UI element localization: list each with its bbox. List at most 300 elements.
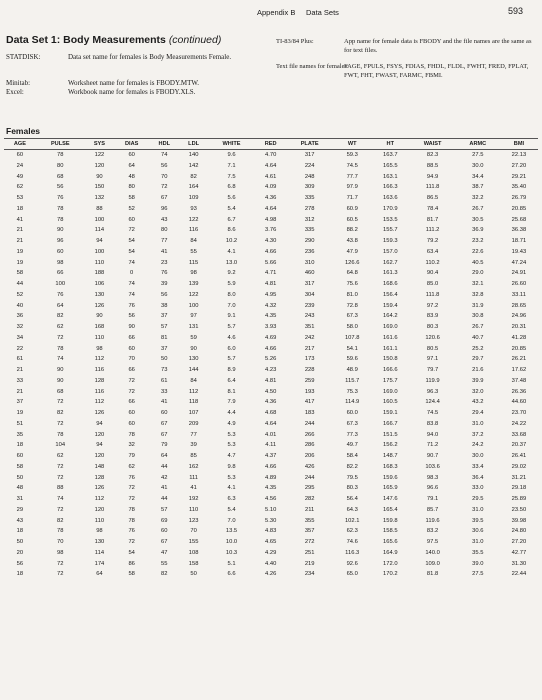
table-cell: 102.1	[344, 517, 360, 524]
table-cell: 4.66	[265, 463, 277, 470]
table-cell: 114	[94, 227, 105, 234]
table-cell: 32.0	[472, 388, 484, 395]
table-cell: 30.0	[472, 162, 484, 169]
table-cell: 5.6	[227, 195, 236, 201]
table-cell: 53	[16, 195, 24, 201]
table-cell: 41.28	[511, 334, 527, 341]
table-cell: 81.8	[426, 571, 439, 578]
table-cell: 58	[16, 463, 24, 470]
table-cell: 25.89	[511, 496, 527, 502]
table-cell: 78	[57, 431, 64, 438]
table-cell: 70	[161, 173, 168, 180]
table-cell: 64	[96, 571, 103, 578]
table-cell: 24.80	[511, 528, 527, 535]
table-cell: 78	[57, 205, 64, 212]
table-cell: 426	[304, 463, 315, 470]
table-cell: 52	[128, 205, 135, 212]
table-cell: 304	[304, 291, 315, 298]
table-cell: 33	[16, 377, 24, 384]
table-cell: 25.2	[472, 345, 484, 352]
table-cell: 123	[188, 517, 199, 524]
table-cell: 35	[16, 431, 24, 438]
table-cell: 4.81	[265, 281, 277, 287]
table-cell: 140	[188, 152, 199, 158]
table-cell: 20.37	[511, 442, 527, 449]
table-row	[4, 526, 538, 537]
table-cell: 63.4	[426, 248, 439, 255]
table-cell: 4.65	[265, 539, 277, 545]
table-cell: 6.0	[227, 345, 236, 352]
table-cell: 282	[304, 496, 315, 502]
table-body	[4, 150, 538, 581]
column-header: HT	[371, 139, 409, 150]
table-cell: 130	[94, 291, 105, 298]
table-cell: 295	[304, 485, 315, 492]
table-cell: 50	[190, 571, 197, 578]
table-cell: 50	[161, 356, 168, 363]
table-cell: 20.85	[511, 345, 527, 352]
table-cell: 48.9	[346, 367, 358, 373]
table-cell: 110	[94, 334, 105, 341]
table-cell: 50	[16, 539, 24, 545]
table-cell: 4.36	[265, 195, 277, 201]
table-cell: 56	[128, 313, 135, 320]
table-cell: 82.3	[426, 152, 439, 158]
table-cell: 67	[161, 431, 168, 438]
table-row	[4, 505, 538, 516]
table-cell: 78	[57, 216, 64, 223]
table-header-row	[4, 139, 538, 150]
table-row	[4, 150, 538, 161]
table-cell: 59.3	[346, 152, 358, 158]
table-cell: 43	[161, 216, 168, 223]
table-cell: 78	[128, 506, 135, 513]
table-cell: 88	[57, 485, 64, 492]
table-cell: 23	[161, 259, 168, 266]
table-cell: 80	[57, 162, 64, 169]
table-cell: 4.1	[227, 485, 236, 492]
table-cell: 29.7	[472, 356, 484, 363]
table-cell: 67.3	[346, 420, 358, 427]
table-cell: 4.83	[265, 528, 277, 535]
table-cell: 60	[16, 152, 24, 158]
table-cell: 13.0	[225, 259, 238, 266]
table-cell: 72	[57, 463, 64, 470]
table-cell: 10.0	[225, 539, 238, 545]
table-cell: 74	[128, 281, 135, 287]
table-cell: 8.0	[227, 291, 236, 298]
table-cell: 460	[304, 270, 315, 277]
table-cell: 94	[96, 442, 103, 449]
table-cell: 86.5	[426, 195, 439, 201]
table-cell: 8.6	[227, 227, 236, 234]
table-cell: 36.9	[472, 227, 484, 234]
table-cell: 96.6	[426, 485, 439, 492]
table-cell: 158.5	[383, 528, 398, 535]
table-cell: 4.01	[265, 431, 277, 438]
table-cell: 228	[304, 367, 315, 373]
table-cell: 64	[161, 453, 168, 459]
table-row	[4, 376, 538, 387]
table-cell: 30.5	[472, 216, 484, 223]
table-cell: 163.6	[383, 195, 398, 201]
table-row	[4, 494, 538, 505]
table-cell: 83.9	[426, 313, 439, 320]
table-cell: 72	[128, 485, 135, 492]
table-cell: 111.8	[425, 291, 440, 298]
column-header: PLATE	[286, 139, 333, 150]
table-cell: 49	[16, 173, 24, 180]
table-cell: 211	[305, 506, 315, 513]
table-cell: 118	[188, 399, 199, 406]
table-cell: 72	[57, 474, 64, 481]
table-cell: 192	[188, 496, 199, 502]
table-row	[4, 548, 538, 559]
table-cell: 417	[304, 399, 315, 406]
table-cell: 60.9	[346, 205, 358, 212]
table-cell: 28.65	[511, 302, 527, 309]
table-cell: 37.2	[472, 431, 484, 438]
textfiles-label: Text file names for females:	[276, 63, 349, 70]
table-cell: 6.6	[227, 571, 236, 578]
table-cell: 106	[94, 281, 105, 287]
table-cell: 94.0	[426, 431, 439, 438]
table-cell: 170.9	[383, 205, 398, 212]
table-cell: 7.5	[227, 173, 236, 180]
table-cell: 109.0	[425, 560, 440, 567]
table-cell: 37	[16, 399, 24, 406]
table-cell: 80	[128, 184, 135, 191]
table-cell: 82	[57, 313, 64, 320]
table-cell: 27.5	[472, 571, 484, 578]
table-cell: 57	[161, 506, 168, 513]
table-cell: 35.40	[511, 184, 527, 191]
table-cell: 90	[96, 313, 103, 320]
table-cell: 88	[96, 205, 103, 212]
table-cell: 312	[304, 216, 315, 223]
table-cell: 159.4	[383, 302, 398, 309]
table-cell: 20.85	[511, 205, 527, 212]
table-cell: 76	[128, 474, 135, 481]
table-cell: 29.5	[472, 496, 484, 502]
table-cell: 37	[161, 313, 168, 320]
table-cell: 71.2	[426, 442, 439, 449]
table-cell: 4.64	[265, 205, 277, 212]
table-cell: 56	[16, 560, 24, 567]
column-header: BMI	[500, 139, 538, 150]
table-row	[4, 268, 538, 279]
table-cell: 4.35	[265, 485, 277, 492]
table-cell: 55	[161, 560, 168, 567]
table-cell: 7.0	[227, 302, 236, 309]
table-cell: 33.4	[472, 463, 484, 470]
table-cell: 173	[304, 356, 315, 363]
table-cell: 193	[304, 388, 315, 395]
table-cell: 23.70	[511, 410, 527, 416]
table-cell: 90.4	[426, 270, 439, 277]
table-cell: 148.7	[383, 453, 398, 459]
table-cell: 31	[16, 496, 24, 502]
table-cell: 77.7	[346, 173, 358, 180]
table-cell: 90	[57, 367, 64, 373]
table-cell: 217	[304, 345, 315, 352]
table-cell: 5.66	[265, 259, 277, 266]
excel-text: Workbook name for females is FBODY.XLS.	[68, 88, 196, 96]
table-cell: 155	[188, 539, 199, 545]
table-cell: 5.3	[227, 431, 236, 438]
table-cell: 165.5	[383, 162, 398, 169]
table-cell: 4.11	[265, 442, 277, 449]
table-cell: 22.44	[511, 571, 527, 578]
table-cell: 90	[128, 324, 135, 330]
table-row	[4, 172, 538, 183]
table-cell: 4.09	[265, 184, 277, 191]
table-cell: 4.9	[227, 420, 236, 427]
table-cell: 64	[128, 162, 135, 169]
table-cell: 100	[94, 248, 105, 255]
statdisk-label: STATDISK:	[6, 53, 41, 61]
table-cell: 82	[190, 173, 197, 180]
table-cell: 64	[57, 302, 64, 309]
table-cell: 116	[94, 367, 105, 373]
table-cell: 21	[16, 227, 24, 234]
table-cell: 150.8	[383, 356, 398, 363]
table-cell: 72	[57, 420, 64, 427]
table-cell: 58.4	[346, 453, 358, 459]
table-cell: 4.6	[227, 334, 236, 341]
table-cell: 60.0	[346, 410, 358, 416]
table-cell: 40	[16, 302, 24, 309]
table-cell: 66	[128, 399, 135, 406]
table-cell: 6.3	[227, 496, 236, 502]
table-cell: 88.2	[346, 227, 358, 234]
table-cell: 94	[96, 420, 103, 427]
table-cell: 4.69	[265, 334, 277, 341]
table-cell: 19	[16, 410, 24, 416]
table-cell: 27.20	[511, 162, 527, 169]
table-cell: 90	[96, 173, 103, 180]
table-row	[4, 301, 538, 312]
table-cell: 4.64	[265, 162, 277, 169]
table-row	[4, 537, 538, 548]
table-cell: 29.4	[472, 410, 484, 416]
table-cell: 33	[161, 388, 168, 395]
table-cell: 39.5	[472, 517, 484, 524]
table-cell: 140.0	[425, 549, 440, 556]
table-cell: 5.9	[227, 281, 236, 287]
table-cell: 3.93	[265, 324, 277, 330]
table-cell: 172.0	[383, 560, 398, 567]
table-cell: 22.13	[511, 152, 527, 158]
ti-text: App name for female data is FBODY and the file names are the same as for text files.	[344, 38, 532, 54]
table-cell: 8.1	[227, 388, 236, 395]
table-cell: 98	[57, 549, 64, 556]
table-cell: 110	[94, 259, 105, 266]
table-cell: 20	[16, 549, 24, 556]
table-cell: 166.3	[383, 184, 398, 191]
table-cell: 60	[128, 345, 135, 352]
table-cell: 65.0	[346, 571, 358, 578]
table-cell: 30.0	[472, 453, 484, 459]
table-cell: 29.02	[511, 463, 527, 470]
table-cell: 30.6	[472, 528, 484, 535]
table-cell: 109	[188, 195, 199, 201]
females-data-table	[4, 138, 538, 580]
table-cell: 4.61	[265, 173, 277, 180]
table-row	[4, 322, 538, 333]
table-cell: 309	[304, 184, 315, 191]
table-row	[4, 559, 538, 570]
table-cell: 50	[16, 474, 24, 481]
table-cell: 161.3	[383, 270, 398, 277]
table-row	[4, 419, 538, 430]
table-cell: 80.3	[426, 324, 439, 330]
table-cell: 5.7	[227, 324, 236, 330]
table-cell: 94.9	[426, 173, 439, 180]
table-cell: 31.0	[472, 506, 484, 513]
table-cell: 131	[188, 324, 199, 330]
table-cell: 111.8	[425, 184, 440, 191]
table-cell: 26.7	[472, 324, 484, 330]
column-header: HDL	[149, 139, 179, 150]
table-cell: 22	[16, 345, 24, 352]
table-cell: 159.6	[383, 474, 398, 481]
column-header: WT	[333, 139, 371, 150]
title-sub: (continued)	[168, 34, 222, 46]
table-cell: 5.1	[227, 560, 236, 567]
table-cell: 72	[128, 227, 135, 234]
table-cell: 84	[190, 238, 197, 244]
table-cell: 7.1	[227, 162, 236, 169]
table-cell: 161.1	[383, 345, 398, 352]
table-cell: 61	[161, 377, 168, 384]
females-heading: Females	[6, 126, 41, 136]
table-cell: 40.7	[472, 334, 484, 341]
table-cell: 163.1	[383, 173, 398, 180]
table-cell: 58	[16, 270, 24, 277]
table-cell: 162	[188, 463, 199, 470]
table-cell: 124.4	[425, 399, 440, 406]
table-cell: 44.60	[511, 399, 527, 406]
table-cell: 150	[94, 184, 105, 191]
table-cell: 317	[304, 281, 315, 287]
table-cell: 36.4	[472, 474, 484, 481]
table-cell: 278	[304, 205, 315, 212]
table-cell: 120	[94, 431, 105, 438]
table-cell: 60	[16, 453, 24, 459]
table-cell: 4.98	[265, 216, 277, 223]
table-cell: 251	[304, 549, 315, 556]
table-cell: 59.6	[346, 356, 358, 363]
table-cell: 67.3	[346, 313, 358, 320]
table-cell: 36	[16, 313, 24, 320]
table-cell: 97.2	[426, 302, 439, 309]
table-cell: 44	[161, 463, 168, 470]
table-cell: 26.60	[511, 281, 527, 287]
table-cell: 72	[128, 388, 135, 395]
table-cell: 122	[188, 216, 199, 223]
table-cell: 239	[304, 302, 315, 309]
table-row	[4, 333, 538, 344]
table-cell: 164.9	[383, 549, 398, 556]
table-cell: 26.7	[472, 205, 484, 212]
table-cell: 83.8	[426, 420, 439, 427]
table-row	[4, 161, 538, 172]
table-cell: 128	[94, 377, 105, 384]
table-cell: 70	[57, 539, 64, 545]
table-cell: 56	[161, 162, 168, 169]
table-cell: 4.89	[265, 474, 277, 481]
table-cell: 48	[16, 485, 24, 492]
table-cell: 78	[128, 431, 135, 438]
table-cell: 4.29	[265, 549, 277, 556]
table-cell: 234	[304, 571, 315, 578]
table-cell: 78	[57, 152, 64, 158]
table-cell: 79.2	[426, 238, 439, 244]
table-cell: 111.2	[425, 227, 440, 234]
table-cell: 114.9	[345, 399, 360, 406]
table-cell: 96.3	[426, 388, 439, 395]
table-cell: 21.6	[472, 367, 484, 373]
table-cell: 69	[161, 517, 168, 524]
table-cell: 41	[161, 399, 168, 406]
table-cell: 17.62	[511, 367, 527, 373]
table-cell: 79	[161, 442, 168, 449]
table-cell: 107.8	[344, 334, 360, 341]
table-cell: 132	[94, 195, 105, 201]
table-cell: 33.0	[472, 485, 484, 492]
table-cell: 60.5	[346, 216, 358, 223]
table-cell: 24.22	[511, 420, 527, 427]
table-cell: 119.6	[425, 517, 440, 524]
table-cell: 159.3	[383, 238, 398, 244]
table-cell: 72	[128, 539, 135, 545]
table-cell: 335	[304, 227, 315, 234]
table-cell: 4.36	[265, 399, 277, 406]
table-cell: 76	[57, 291, 64, 298]
table-cell: 82	[161, 571, 168, 578]
table-cell: 4.4	[227, 410, 236, 416]
table-cell: 259	[304, 377, 315, 384]
table-cell: 60	[128, 152, 135, 158]
table-cell: 6.8	[227, 184, 236, 191]
table-cell: 23.2	[472, 238, 484, 244]
table-row	[4, 483, 538, 494]
table-cell: 74.6	[346, 539, 358, 545]
table-cell: 98	[57, 259, 64, 266]
table-cell: 62	[57, 453, 64, 459]
column-header: WHITE	[208, 139, 255, 150]
table-cell: 164	[188, 184, 199, 191]
table-cell: 166.7	[383, 420, 398, 427]
table-cell: 97.1	[426, 356, 439, 363]
table-cell: 56	[161, 291, 168, 298]
table-cell: 67	[161, 539, 168, 545]
table-cell: 35.5	[472, 549, 484, 556]
table-cell: 60	[128, 216, 135, 223]
table-cell: 310	[304, 259, 315, 266]
table-cell: 32.1	[472, 281, 484, 287]
table-cell: 85.7	[426, 506, 439, 513]
table-cell: 72	[128, 496, 135, 502]
table-cell: 82.2	[346, 463, 358, 470]
table-cell: 72	[57, 506, 64, 513]
table-cell: 21	[16, 388, 24, 395]
table-cell: 244	[304, 420, 315, 427]
table-row	[4, 430, 538, 441]
table-cell: 4.95	[265, 291, 277, 298]
table-cell: 29.21	[511, 173, 527, 180]
